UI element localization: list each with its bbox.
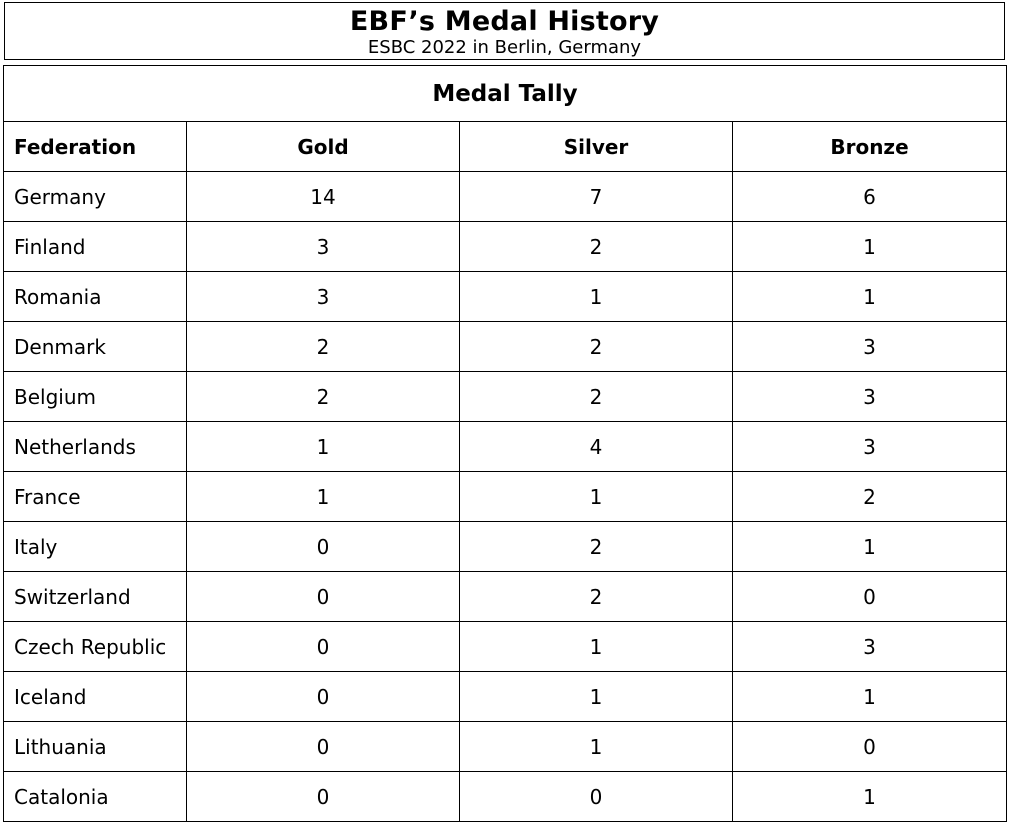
bronze-cell: 1: [733, 522, 1007, 572]
silver-cell: 7: [460, 172, 733, 222]
page-subtitle: ESBC 2022 in Berlin, Germany: [367, 37, 642, 58]
federation-cell: France: [4, 472, 187, 522]
table-row: [4, 272, 1007, 322]
federation-cell: Lithuania: [4, 722, 187, 772]
gold-cell: 0: [187, 672, 460, 722]
table-row: [4, 572, 1007, 622]
column-header-federation: Federation: [4, 122, 187, 172]
gold-cell: 2: [187, 322, 460, 372]
gold-cell: 2: [187, 372, 460, 422]
gold-cell: 14: [187, 172, 460, 222]
federation-cell: Netherlands: [4, 422, 187, 472]
silver-cell: 1: [460, 472, 733, 522]
silver-cell: 1: [460, 672, 733, 722]
gold-cell: 0: [187, 522, 460, 572]
silver-cell: 2: [460, 572, 733, 622]
gold-cell: 1: [187, 472, 460, 522]
table-row: [4, 622, 1007, 672]
silver-cell: 1: [460, 722, 733, 772]
bronze-cell: 3: [733, 322, 1007, 372]
federation-cell: Czech Republic: [4, 622, 187, 672]
table-caption: Medal Tally: [4, 66, 1007, 122]
table-row: [4, 672, 1007, 722]
federation-cell: Catalonia: [4, 772, 187, 822]
gold-cell: 0: [187, 622, 460, 672]
column-header-bronze: Bronze: [733, 122, 1007, 172]
table-row: [4, 472, 1007, 522]
gold-cell: 1: [187, 422, 460, 472]
column-header-gold: Gold: [187, 122, 460, 172]
federation-cell: Germany: [4, 172, 187, 222]
gold-cell: 0: [187, 722, 460, 772]
table-row: [4, 722, 1007, 772]
bronze-cell: 2: [733, 472, 1007, 522]
bronze-cell: 3: [733, 422, 1007, 472]
federation-cell: Italy: [4, 522, 187, 572]
page-title: EBF’s Medal History: [349, 6, 660, 37]
federation-cell: Belgium: [4, 372, 187, 422]
bronze-cell: 1: [733, 672, 1007, 722]
bronze-cell: 6: [733, 172, 1007, 222]
medal-tally-table: [3, 65, 1007, 822]
table-header-row: [4, 122, 1007, 172]
table-row: [4, 222, 1007, 272]
table-row: [4, 522, 1007, 572]
gold-cell: 0: [187, 772, 460, 822]
gold-cell: 3: [187, 222, 460, 272]
bronze-cell: 3: [733, 372, 1007, 422]
silver-cell: 1: [460, 272, 733, 322]
silver-cell: 1: [460, 622, 733, 672]
silver-cell: 2: [460, 372, 733, 422]
silver-cell: 0: [460, 772, 733, 822]
bronze-cell: 1: [733, 222, 1007, 272]
table-row: [4, 172, 1007, 222]
gold-cell: 0: [187, 572, 460, 622]
gold-cell: 3: [187, 272, 460, 322]
federation-cell: Switzerland: [4, 572, 187, 622]
silver-cell: 2: [460, 222, 733, 272]
table-row: [4, 322, 1007, 372]
table-row: [4, 372, 1007, 422]
federation-cell: Finland: [4, 222, 187, 272]
federation-cell: Romania: [4, 272, 187, 322]
bronze-cell: 3: [733, 622, 1007, 672]
federation-cell: Iceland: [4, 672, 187, 722]
table-row: [4, 422, 1007, 472]
bronze-cell: 1: [733, 772, 1007, 822]
silver-cell: 2: [460, 322, 733, 372]
table-caption-row: [4, 66, 1007, 122]
silver-cell: 2: [460, 522, 733, 572]
federation-cell: Denmark: [4, 322, 187, 372]
table-row: [4, 772, 1007, 822]
column-header-silver: Silver: [460, 122, 733, 172]
bronze-cell: 0: [733, 572, 1007, 622]
document-header: [4, 2, 1005, 60]
silver-cell: 4: [460, 422, 733, 472]
bronze-cell: 1: [733, 272, 1007, 322]
bronze-cell: 0: [733, 722, 1007, 772]
